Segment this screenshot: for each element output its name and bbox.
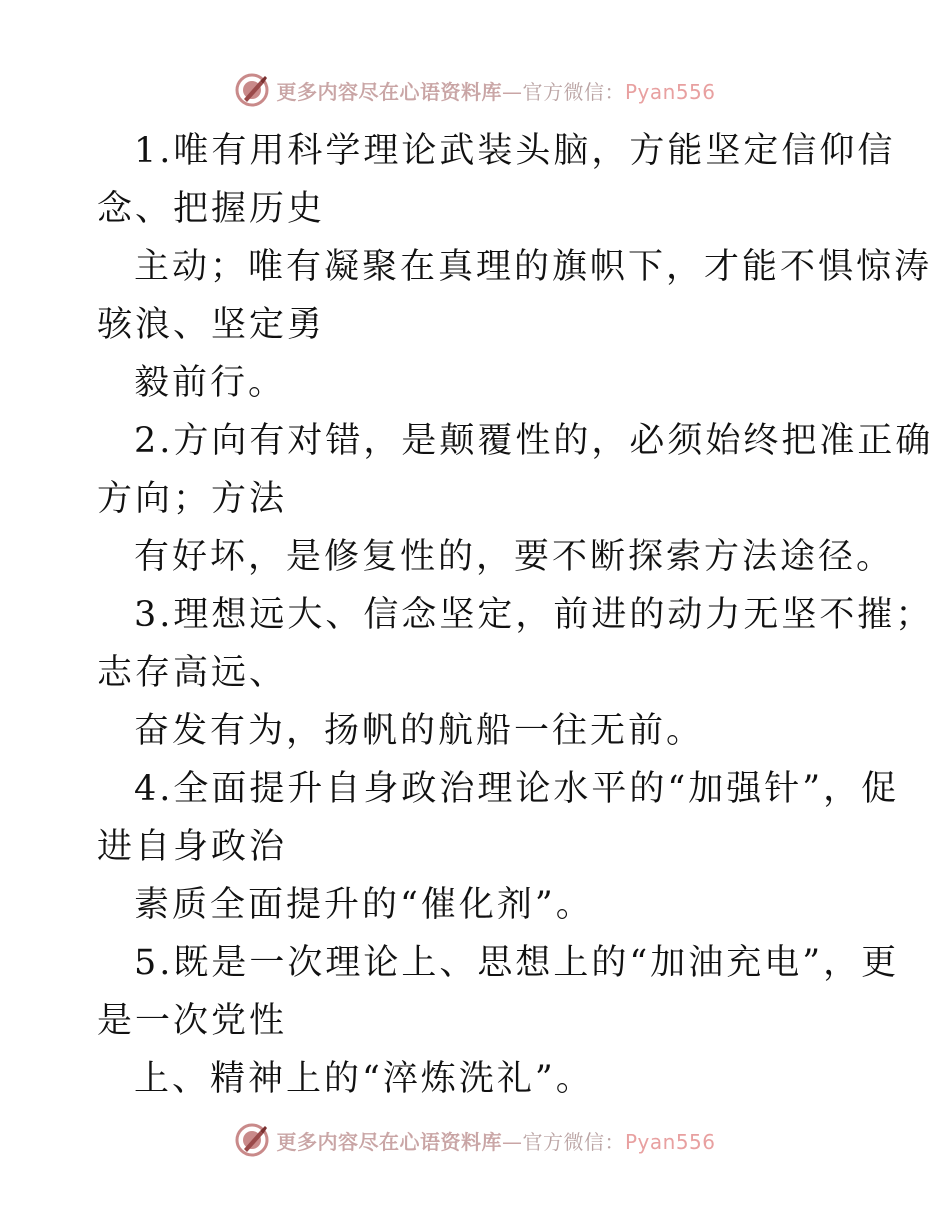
p1-line2: 念、把握历史 <box>97 189 326 229</box>
banner-text <box>276 76 715 105</box>
p2-line3: 有好坏，是修复性的，要不断探索方法途径。 <box>134 537 895 577</box>
banner-site: 更多内容尽在心语资料库 <box>276 1129 502 1154</box>
banner-wechat-id: Pyan556 <box>624 1129 716 1154</box>
p3-line2: 志存高远、 <box>97 653 288 693</box>
p4-line2: 进自身政治 <box>97 827 288 867</box>
p1-line4: 骇浪、坚定勇 <box>97 305 326 345</box>
pen-logo-icon <box>234 1122 270 1158</box>
header-banner <box>0 70 950 110</box>
banner-wechat-label: 官方微信： <box>522 79 625 104</box>
p1-line1: 1.唯有用科学理论武装头脑，方能坚定信仰信 <box>134 131 896 171</box>
p2-line2: 方向；方法 <box>97 479 288 519</box>
p1-line3: 主动；唯有凝聚在真理的旗帜下，才能不惧惊涛 <box>134 247 933 287</box>
banner-wechat-label: 官方微信： <box>522 1129 625 1154</box>
footer-banner <box>0 1120 950 1160</box>
p5-line2: 是一次党性 <box>97 1001 288 1041</box>
banner-text <box>276 1126 715 1155</box>
banner-site: 更多内容尽在心语资料库 <box>276 79 502 104</box>
p4-line3: 素质全面提升的“催化剂”。 <box>134 885 594 925</box>
pen-logo-icon <box>234 72 270 108</box>
banner-dash: — <box>501 1129 523 1154</box>
p2-line1: 2.方向有对错，是颠覆性的，必须始终把准正确 <box>134 421 934 461</box>
p4-line1: 4.全面提升自身政治理论水平的“加强针”，促 <box>134 769 900 809</box>
p5-line3: 上、精神上的“淬炼洗礼”。 <box>134 1059 594 1099</box>
p3-line3: 奋发有为，扬帆的航船一往无前。 <box>134 711 705 751</box>
banner-wechat-id: Pyan556 <box>624 79 716 104</box>
p3-line1: 3.理想远大、信念坚定，前进的动力无坚不摧； <box>134 595 934 635</box>
p1-line5: 毅前行。 <box>134 363 287 403</box>
p5-line1: 5.既是一次理论上、思想上的“加油充电”，更 <box>134 943 900 983</box>
banner-dash: — <box>501 79 523 104</box>
